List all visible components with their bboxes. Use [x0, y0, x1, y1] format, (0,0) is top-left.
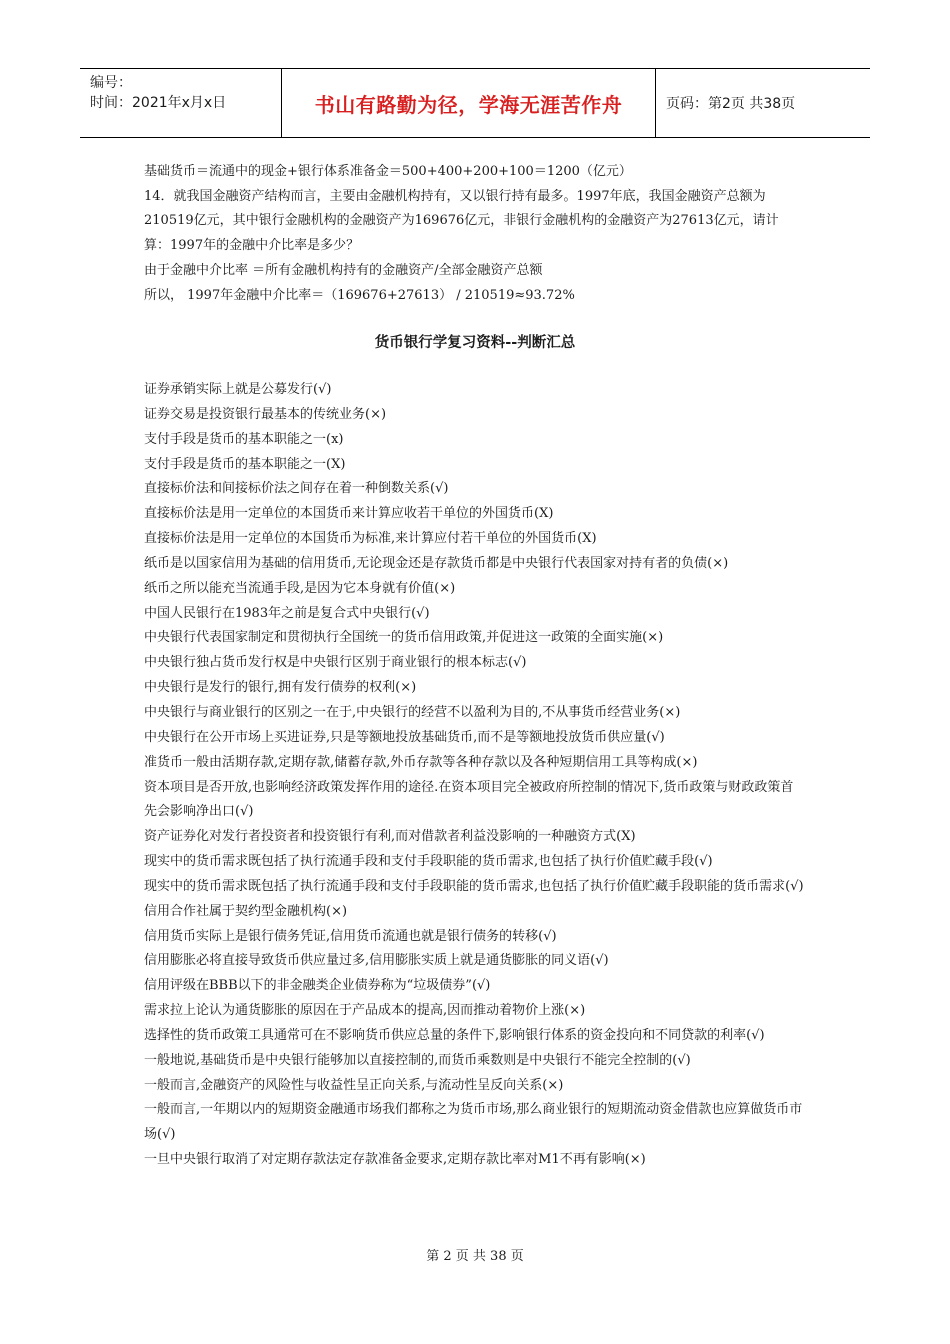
page-footer: 第 2 页 共 38 页 [426, 1249, 524, 1264]
judgment-item: 一旦中央银行取消了对定期存款法定存款准备金要求,定期存款比率对M1不再有影响(×) [144, 1152, 646, 1168]
judgment-list [144, 378, 804, 1173]
judgment-item: 中央银行独占货币发行权是中央银行区别于商业银行的根本标志(√) [144, 655, 527, 671]
judgment-item: 中央银行代表国家制定和贯彻执行全国统一的货币信用政策,并促进这一政策的全面实施(×) [144, 630, 664, 646]
judgment-item: 一般地说,基础货币是中央银行能够加以直接控制的,而货币乘数则是中央银行不能完全控制的(√) [144, 1052, 691, 1068]
judgment-item: 中国人民银行在1983年之前是复合式中央银行(√) [144, 605, 430, 621]
judgment-item: 直接标价法是用一定单位的本国货币来计算应收若干单位的外国货币(X) [144, 506, 554, 522]
intro-paragraph: 基础货币＝流通中的现金+银行体系准备金＝500+400+200+100＝1200（亿元） [144, 164, 632, 179]
document-number-label: 编号： [90, 75, 132, 91]
header-motto: 书山有路勤为径，学海无涯苦作舟 [282, 69, 656, 137]
judgment-item: 需求拉上论认为通货膨胀的原因在于产品成本的提高,因而推动着物价上涨(×) [144, 1003, 586, 1019]
judgment-item: 选择性的货币政策工具通常可在不影响货币供应总量的条件下,影响银行体系的资金投向和不同贷款的利率(√) [144, 1027, 765, 1043]
judgment-item: 纸币是以国家信用为基础的信用货币,无论现金还是存款货币都是中央银行代表国家对持有者的负债(×) [144, 555, 729, 571]
judgment-item: 准货币一般由活期存款,定期存款,储蓄存款,外币存款等各种存款以及各种短期信用工具等构成(×) [144, 754, 698, 770]
judgment-item: 现实中的货币需求既包括了执行流通手段和支付手段职能的货币需求,也包括了执行价值贮藏手段(√) [144, 854, 713, 870]
judgment-item: 支付手段是货币的基本职能之一(x) [144, 431, 344, 447]
judgment-item: 中央银行在公开市场上买进证券,只是等额地投放基础货币,而不是等额地投放货币供应量(√) [144, 729, 665, 745]
intro-paragraph: 所以， 1997年金融中介比率＝（169676+27613） / 210519≈93.72% [144, 287, 575, 303]
judgment-item: 纸币之所以能充当流通手段,是因为它本身就有价值(×) [144, 580, 456, 596]
judgment-item: 信用货币实际上是银行债务凭证,信用货币流通也就是银行债务的转移(√) [144, 928, 557, 944]
judgment-item: 信用合作社属于契约型金融机构(×) [144, 903, 348, 919]
judgment-item: 信用评级在BBB以下的非金融类企业债券称为“垃圾债券”(√) [144, 978, 491, 994]
judgment-item: 现实中的货币需求既包括了执行流通手段和支付手段职能的货币需求,也包括了执行价值贮藏手段职能的货币需求(√) [144, 878, 804, 894]
judgment-item: 证券交易是投资银行最基本的传统业务(×) [144, 406, 387, 422]
judgment-item: 支付手段是货币的基本职能之一(X) [144, 456, 346, 472]
judgment-item: 信用膨胀必将直接导致货币供应量过多,信用膨胀实质上就是通货膨胀的同义语(√) [144, 953, 609, 969]
judgment-item: 证券承销实际上就是公募发行(√) [144, 382, 332, 397]
judgment-item: 资产证券化对发行者投资者和投资银行有利,而对借款者利益没影响的一种融资方式(X) [144, 829, 636, 845]
intro-text [144, 160, 804, 308]
intro-paragraph: 由于金融中介比率 ＝所有金融机构持有的金融资产/全部金融资产总额 [144, 262, 543, 278]
header-meta [80, 69, 282, 137]
judgment-item: 中央银行是发行的银行,拥有发行债券的权利(×) [144, 680, 417, 696]
judgment-item: 中央银行与商业银行的区别之一在于,中央银行的经营不以盈利为目的,不从事货币经营业务(×) [144, 704, 681, 720]
judgment-item: 一般而言,金融资产的风险性与收益性呈正向关系,与流动性呈反向关系(×) [144, 1077, 564, 1093]
section-title: 货币银行学复习资料--判断汇总 [374, 335, 576, 351]
judgment-item: 资本项目是否开放,也影响经济政策发挥作用的途径.在资本项目完全被政府所控制的情况下,货币政策与财政政策首先会影响净出口(√) [144, 779, 794, 820]
judgment-item: 一般而言,一年期以内的短期资金融通市场我们都称之为货币市场,那么商业银行的短期流动资金借款也应算做货币市场(√) [144, 1102, 803, 1143]
header-page-info: 页码：第2页 共38页 [666, 96, 796, 112]
document-time-label: 时间：2021年x月x日 [90, 95, 227, 111]
judgment-item: 直接标价法和间接标价法之间存在着一种倒数关系(√) [144, 481, 449, 497]
page-header [80, 68, 870, 138]
intro-paragraph: 14．就我国金融资产结构而言，主要由金融机构持有，又以银行持有最多。1997年底，我国金融资产总额为210519亿元，其中银行金融机构的金融资产为169676亿元，非银行金融机构的金融资产为27613亿元，请计算：1997年的金融中介比率是多少？ [144, 188, 779, 254]
judgment-item: 直接标价法是用一定单位的本国货币为标准,来计算应付若干单位的外国货币(X) [144, 531, 597, 547]
